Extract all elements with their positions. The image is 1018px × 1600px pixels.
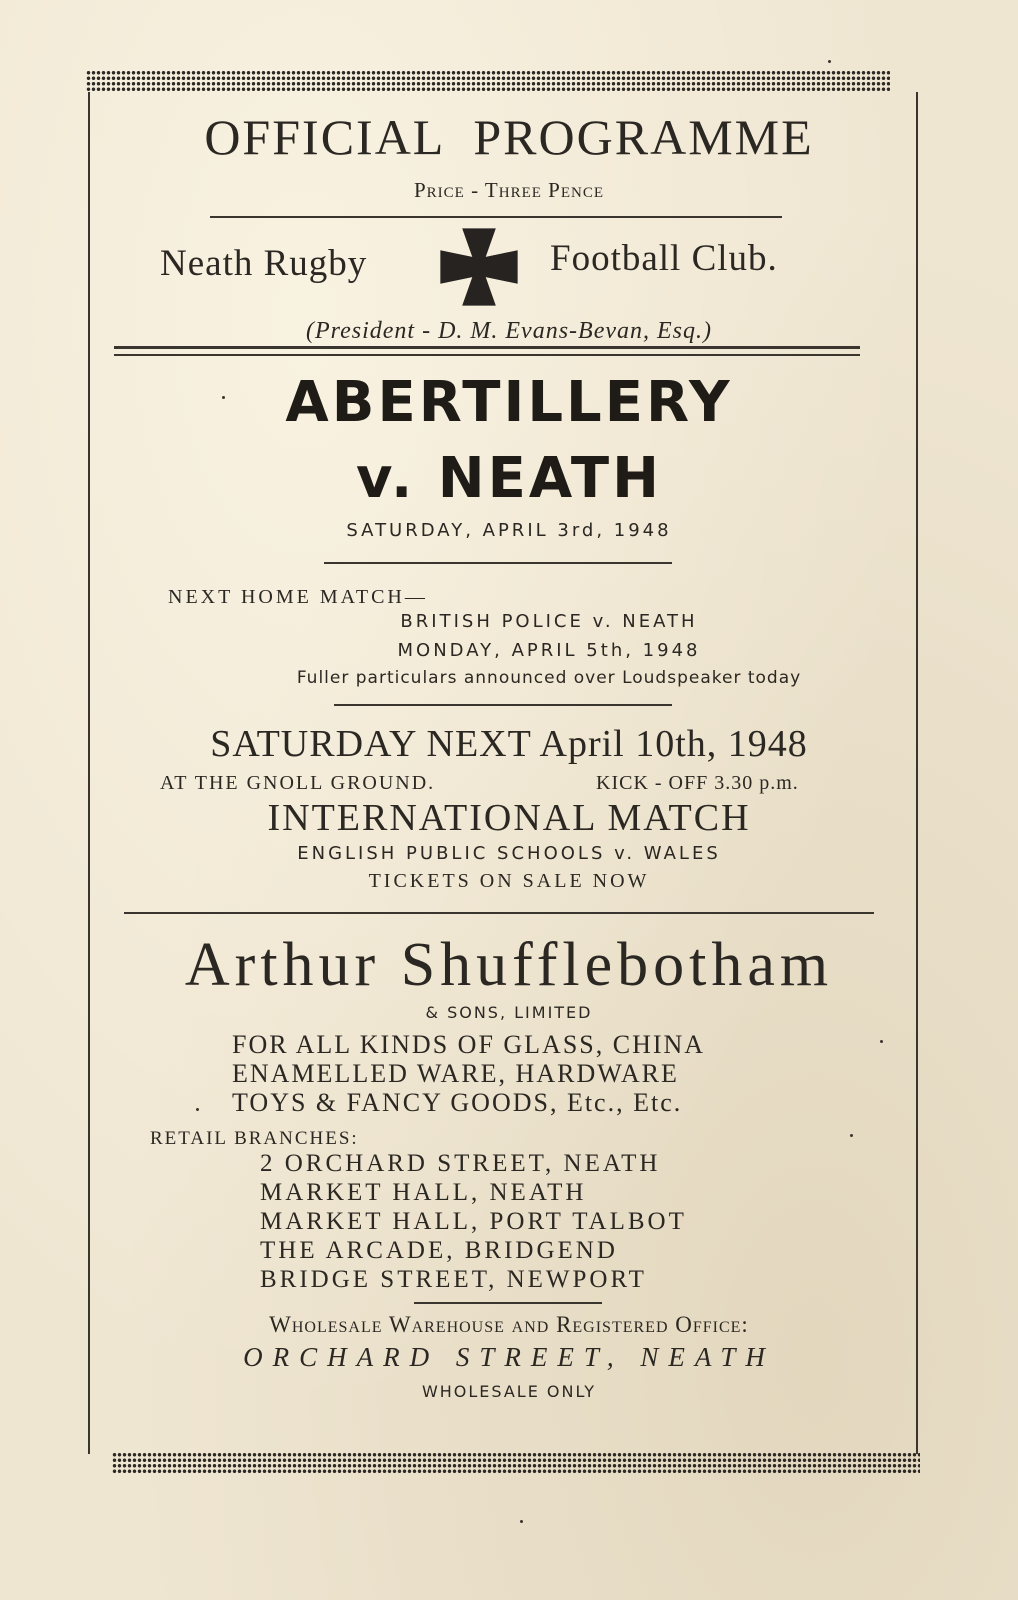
tickets-line: TICKETS ON SALE NOW [368,870,650,892]
divider [414,1302,602,1304]
title-word-programme: PROGRAMME [473,109,814,165]
club-name-right: Football Club. [550,238,778,279]
goods-line: TOYS & FANCY GOODS, Etc., Etc. [232,1088,683,1117]
divider [334,704,672,706]
home-team: ABERTILLERY [285,370,733,435]
branch-item: MARKET HALL, NEATH [260,1179,587,1206]
venue: AT THE GNOLL GROUND. [160,772,436,794]
advertiser-name: Arthur Shufflebotham [184,931,834,999]
double-rule-bottom [114,354,860,356]
title-word-official: OFFICIAL [204,109,446,165]
kickoff-time: KICK - OFF 3.30 p.m. [596,772,799,794]
next-home-label: NEXT HOME MATCH— [168,586,428,608]
next-home-match: BRITISH POLICE v. NEATH [400,611,698,632]
ink-speck [520,1520,523,1523]
away-team: v. NEATH [356,446,662,511]
retail-branches-label: RETAIL BRANCHES: [150,1128,359,1149]
goods-line: FOR ALL KINDS OF GLASS, CHINA [232,1030,706,1059]
president-line: (President - D. M. Evans-Bevan, Esq.) [306,318,712,344]
club-name-left: Neath Rugby [160,243,368,284]
ink-speck [880,1040,883,1043]
branch-item: THE ARCADE, BRIDGEND [260,1237,618,1264]
club-row [100,220,918,310]
match-date: SATURDAY, APRIL 3rd, 1948 [346,520,672,541]
international-date: SATURDAY NEXT April 10th, 1948 [210,723,808,765]
ink-speck [222,396,225,399]
ink-speck [850,1134,853,1137]
programme-title [100,108,918,166]
goods-line: ENAMELLED WARE, HARDWARE [232,1059,679,1088]
international-title: INTERNATIONAL MATCH [267,797,751,839]
branch-item: MARKET HALL, PORT TALBOT [260,1208,687,1235]
maltese-cross-icon [437,225,521,309]
divider [210,216,782,218]
branch-item: 2 ORCHARD STREET, NEATH [260,1150,661,1177]
warehouse-label: Wholesale Warehouse and Registered Office: [269,1312,749,1337]
loudspeaker-note: Fuller particulars announced over Loudspeaker today [296,668,802,688]
warehouse-address: ORCHARD STREET, NEATH [243,1342,775,1372]
ink-speck [828,60,831,63]
wholesale-only: WHOLESALE ONLY [421,1382,597,1401]
advertiser-suffix: & SONS, LIMITED [425,1003,593,1022]
divider [324,562,672,564]
double-rule-top [114,346,860,349]
branch-item: BRIDGE STREET, NEWPORT [260,1266,647,1293]
international-teams: ENGLISH PUBLIC SCHOOLS v. WALES [297,843,721,864]
divider [124,912,874,914]
top-dotted-border [86,70,890,92]
ink-speck [196,1108,199,1111]
next-home-date: MONDAY, APRIL 5th, 1948 [397,640,701,661]
bottom-dotted-border [112,1452,920,1474]
price-line: Price - Three Pence [413,178,605,202]
